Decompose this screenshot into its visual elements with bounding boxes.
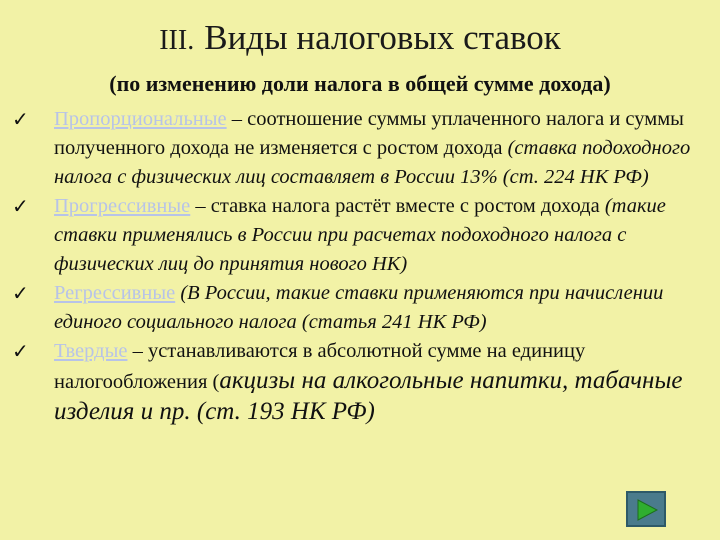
list-item — [10, 279, 710, 337]
checkmark-icon: ✓ — [12, 107, 29, 131]
item-text: – соотношение суммы уплаченного налога и суммы полученного дохода не изменяется с ростом дохода — [54, 108, 684, 159]
item-note: акцизы на алкогольные напитки, табачные изделия и пр. (ст. 193 НК РФ) — [54, 367, 683, 425]
list-item — [10, 105, 710, 192]
term-link[interactable]: Пропорциональные — [54, 108, 227, 130]
title-text: Виды налоговых ставок — [204, 18, 561, 57]
list-item — [10, 337, 710, 428]
item-text: – устанавливаются в абсолютной сумме на единицу налогообложения ( — [54, 340, 586, 393]
item-note: (такие ставки применялись в России при расчетах подоходного налога с физических лиц до принятия нового НК) — [54, 195, 666, 275]
rates-list — [10, 105, 710, 428]
play-next-icon — [636, 499, 658, 521]
item-note: (В России, такие ставки применяются при начислении единого социального налога (статья 241 НК РФ) — [54, 282, 664, 333]
checkmark-icon: ✓ — [12, 194, 29, 218]
title-number: III. — [159, 25, 195, 56]
item-note: (ставка подоходного налога с физических лиц составляет в России 13% (ст. 224 НК РФ) — [54, 137, 691, 188]
item-text: – ставка налога растёт вместе с ростом дохода — [190, 195, 605, 217]
checkmark-icon: ✓ — [12, 281, 29, 305]
term-link[interactable]: Прогрессивные — [54, 195, 191, 217]
list-item — [10, 192, 710, 279]
next-slide-button[interactable] — [626, 491, 666, 527]
term-link[interactable]: Регрессивные — [54, 282, 176, 304]
page-title — [0, 16, 720, 63]
term-link[interactable]: Твердые — [54, 340, 128, 362]
checkmark-icon: ✓ — [12, 339, 29, 363]
subtitle: (по изменению доли налога в общей сумме дохода) — [109, 71, 611, 96]
